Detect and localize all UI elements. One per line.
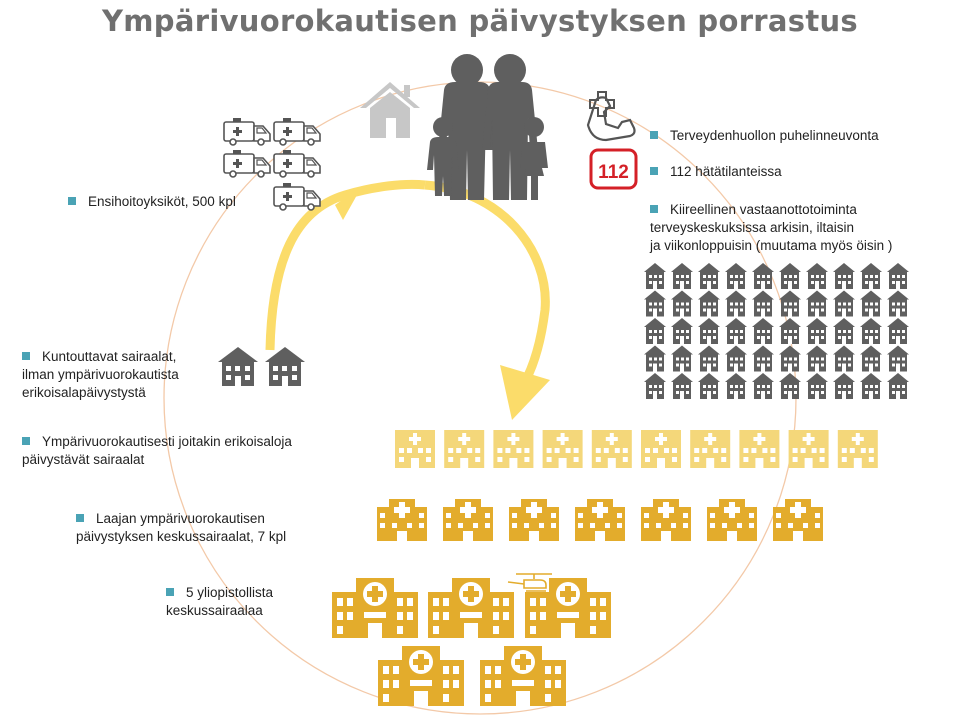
ambulance-icon	[274, 183, 320, 210]
health-centre-icon	[779, 373, 801, 399]
specialty-hospital-icon	[493, 430, 533, 468]
emergency-number-text: 112	[598, 162, 629, 183]
health-centre-icon	[644, 263, 666, 289]
health-centre-icon	[887, 346, 909, 372]
central-hospital-row	[377, 499, 823, 541]
university-hospital-icon	[480, 646, 566, 706]
bullet-icon	[650, 167, 658, 175]
page-title: Ympärivuorokautisen päivystyksen porrastus	[101, 4, 858, 38]
health-centre-icon	[806, 346, 828, 372]
specialty-hospital-icon	[395, 430, 435, 468]
health-centre-icon	[698, 346, 720, 372]
specialty-hospital-icon	[690, 430, 730, 468]
specialty-hospital-icon	[543, 430, 583, 468]
health-centre-icon	[860, 291, 882, 317]
phone-medical-icon	[588, 92, 635, 140]
label-ambulances: Ensihoitoyksiköt, 500 kpl	[68, 193, 236, 211]
health-centre-icon	[698, 318, 720, 344]
health-centre-icon	[644, 291, 666, 317]
label-university-hospitals: 5 yliopistollista keskussairaalaa	[166, 585, 274, 618]
central-hospital-icon	[443, 499, 493, 541]
helicopter-icon	[508, 574, 552, 591]
ambulance-icon	[224, 150, 270, 177]
health-centre-icon	[833, 373, 855, 399]
home-icon	[360, 82, 420, 138]
health-centre-icon	[752, 373, 774, 399]
health-centre-icon	[725, 318, 747, 344]
label-central-hospitals: Laajan ympärivuorokautisen päivystyksen keskussairaalat, 7 kpl	[76, 511, 287, 544]
health-centre-icon	[806, 263, 828, 289]
health-centre-icon	[752, 346, 774, 372]
label-phone-advice: Terveydenhuollon puhelinneuvonta	[650, 127, 879, 145]
health-centre-icon	[725, 291, 747, 317]
health-centre-icon	[806, 291, 828, 317]
central-hospital-icon	[641, 499, 691, 541]
label-urgent-care: Kiireellinen vastaanottotoiminta terveyskeskuksissa arkisin, iltaisin ja viikonloppuisin (muutama myös öisin )	[650, 202, 893, 253]
central-hospital-icon	[575, 499, 625, 541]
bullet-icon	[650, 131, 658, 139]
health-centre-icon	[779, 263, 801, 289]
university-hospital-icon	[525, 578, 611, 638]
health-centre-icon	[725, 346, 747, 372]
health-centre-icon	[833, 263, 855, 289]
label-some-specialties: Ympärivuorokautisesti joitakin erikoisaloja päivystävät sairaalat	[22, 434, 292, 467]
label-emergency-112: 112 hätätilanteissa	[650, 163, 782, 181]
health-centre-icon	[644, 318, 666, 344]
ambulance-icon	[274, 118, 320, 145]
health-centre-icon	[833, 346, 855, 372]
specialty-hospital-icon	[789, 430, 829, 468]
cycle-arrow-lower	[425, 185, 545, 390]
family-icon	[427, 54, 548, 200]
health-centre-icon	[887, 263, 909, 289]
health-centre-icon	[887, 318, 909, 344]
university-hospital-icon	[332, 578, 418, 638]
health-centre-icon	[833, 291, 855, 317]
specialty-hospital-icon	[641, 430, 681, 468]
ambulance-group	[224, 118, 320, 210]
health-centre-icon	[698, 373, 720, 399]
specialty-hospital-icon	[838, 430, 878, 468]
health-centre-icon	[752, 318, 774, 344]
ambulance-icon	[274, 150, 320, 177]
central-hospital-icon	[773, 499, 823, 541]
specialty-hospital-icon	[739, 430, 779, 468]
ambulance-icon	[224, 118, 270, 145]
health-centre-icon	[671, 373, 693, 399]
health-centre-icon	[671, 291, 693, 317]
specialty-hospital-row	[395, 430, 878, 468]
label-rehab-hospitals: Kuntouttavat sairaalat, ilman ympärivuorokautista erikoisalapäivystystä	[22, 349, 179, 400]
bullet-icon	[166, 588, 174, 596]
health-centre-icon	[887, 373, 909, 399]
bullet-icon	[650, 205, 658, 213]
health-centre-icon	[779, 291, 801, 317]
health-centre-icon	[779, 318, 801, 344]
health-centre-icon	[806, 373, 828, 399]
rehab-hospital-icon	[218, 347, 258, 386]
university-hospital-icon	[378, 646, 464, 706]
health-centre-icon	[725, 263, 747, 289]
health-centre-icon	[860, 318, 882, 344]
health-centre-icon	[671, 346, 693, 372]
central-hospital-icon	[509, 499, 559, 541]
arrow-head	[500, 365, 550, 420]
emergency-112-icon	[591, 150, 636, 188]
specialty-hospital-icon	[592, 430, 632, 468]
bullet-icon	[68, 197, 76, 205]
health-centre-icon	[671, 263, 693, 289]
bullet-icon	[22, 437, 30, 445]
health-centre-icon	[752, 291, 774, 317]
health-centre-icon	[887, 291, 909, 317]
rehab-hospital-icon	[265, 347, 305, 386]
university-hospital-icon	[428, 578, 514, 638]
bullet-icon	[76, 514, 84, 522]
health-centre-icon	[860, 263, 882, 289]
bullet-icon	[22, 352, 30, 360]
health-centre-icon	[698, 263, 720, 289]
health-centre-icon	[806, 318, 828, 344]
health-centre-icon	[860, 346, 882, 372]
health-centre-icon	[752, 263, 774, 289]
health-centre-grid	[644, 263, 909, 399]
health-centre-icon	[833, 318, 855, 344]
health-centre-icon	[671, 318, 693, 344]
health-centre-icon	[860, 373, 882, 399]
health-centre-icon	[779, 346, 801, 372]
health-centre-icon	[725, 373, 747, 399]
central-hospital-icon	[377, 499, 427, 541]
health-centre-icon	[698, 291, 720, 317]
central-hospital-icon	[707, 499, 757, 541]
health-centre-icon	[644, 373, 666, 399]
health-centre-icon	[644, 346, 666, 372]
specialty-hospital-icon	[444, 430, 484, 468]
